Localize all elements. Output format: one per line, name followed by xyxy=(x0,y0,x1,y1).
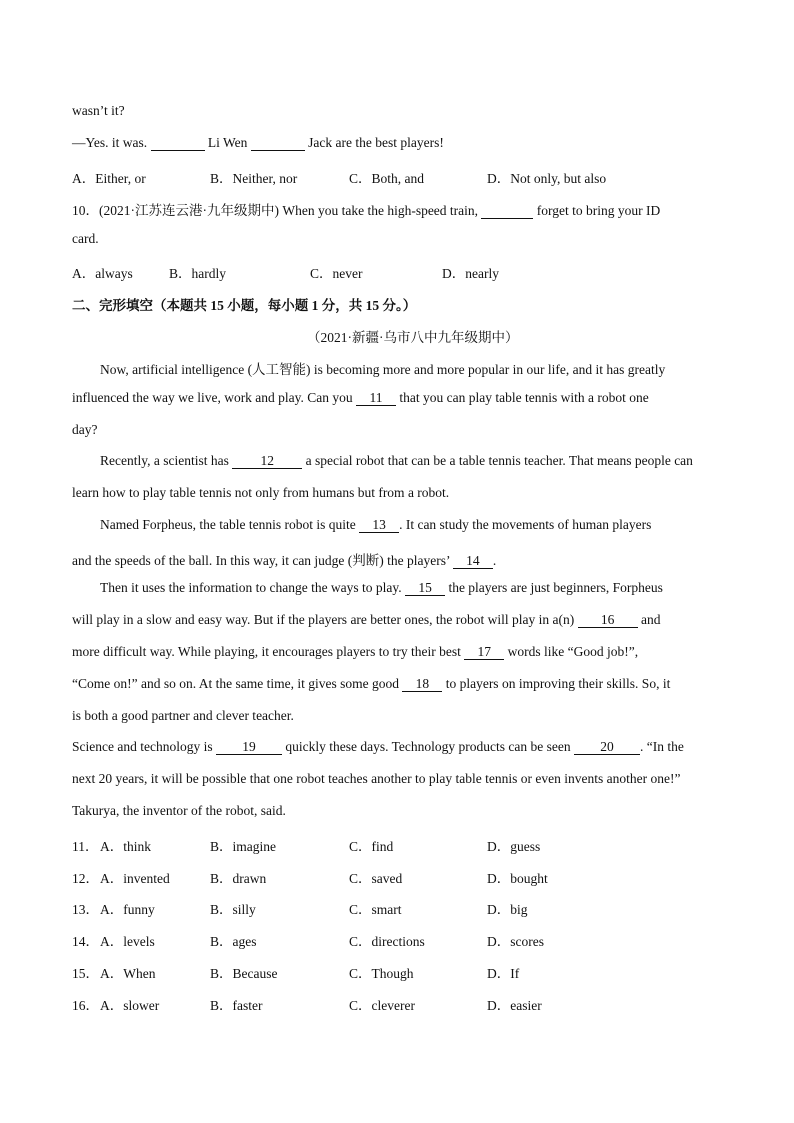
passage-text: Named Forpheus, the table tennis robot is quite xyxy=(100,517,356,532)
choice-d: D．big xyxy=(487,902,528,917)
choice-d: D．easier xyxy=(487,998,542,1013)
q9-dialog-start: —Yes. it was. xyxy=(72,135,148,150)
passage-text: Then it uses the information to change the ways to play. xyxy=(100,580,402,595)
passage-text: words like “Good job!”, xyxy=(507,644,639,659)
blank-14: 14 xyxy=(453,554,493,569)
blank-19: 19 xyxy=(216,740,282,755)
passage-line xyxy=(72,676,670,692)
choice-number: 16． xyxy=(72,998,99,1013)
q10-stem-end: forget to bring your ID xyxy=(536,203,661,218)
choice-b: B．drawn xyxy=(210,871,267,886)
q10-stem-line2: card. xyxy=(72,231,99,246)
q10-option-a: A．always xyxy=(72,266,133,281)
choice-c: C．smart xyxy=(349,902,402,917)
q10-stem xyxy=(72,199,660,219)
passage-text: more difficult way. While playing, it encourages players to try their best xyxy=(72,644,461,659)
passage-line: Takurya, the inventor of the robot, said. xyxy=(72,803,286,818)
choice-b: B．faster xyxy=(210,998,263,1013)
q9-dialog-mid: Li Wen xyxy=(207,135,248,150)
choice-c: C．Though xyxy=(349,966,414,981)
passage-line: Now, artificial intelligence (人工智能) is becoming more and more popular in our life, and it has greatly xyxy=(100,362,666,377)
q10-option-d: D．nearly xyxy=(442,266,499,281)
passage-text: . It can study the movements of human players xyxy=(399,517,652,532)
q10-stem-start: 10．(2021·江苏连云港·九年级期中) When you take the high-speed train, xyxy=(72,203,479,218)
blank-11: 11 xyxy=(356,391,396,406)
passage-text: . “In the xyxy=(639,739,684,754)
choice-c: C．cleverer xyxy=(349,998,415,1013)
blank-12: 12 xyxy=(232,454,302,469)
choice-b: B．silly xyxy=(210,902,256,917)
blank-16: 16 xyxy=(578,613,638,628)
passage-line xyxy=(72,612,661,628)
passage-text: quickly these days. Technology products can be seen xyxy=(285,739,571,754)
passage-line xyxy=(100,580,663,596)
passage-text: that you can play table tennis with a robot one xyxy=(399,390,649,405)
choice-b: B．imagine xyxy=(210,839,276,854)
passage-text: Recently, a scientist has xyxy=(100,453,229,468)
q10-option-c: C．never xyxy=(310,266,363,281)
q9-option-a: A．Either, or xyxy=(72,171,146,186)
q9-dialog xyxy=(72,135,444,151)
choice-b: B．ages xyxy=(210,934,257,949)
choice-d: D．If xyxy=(487,966,520,981)
choice-number: 13． xyxy=(72,902,99,917)
passage-line xyxy=(100,453,693,469)
answer-blank xyxy=(481,204,533,219)
choice-a: A．invented xyxy=(100,871,170,886)
q9-option-b: B．Neither, nor xyxy=(210,171,298,186)
passage-text: “Come on!” and so on. At the same time, it gives some good xyxy=(72,676,399,691)
choice-a: A．think xyxy=(100,839,152,854)
passage-text: and the speeds of the ball. In this way, it can judge (判断) the players’ xyxy=(72,553,450,568)
q10-option-b: B．hardly xyxy=(169,266,226,281)
blank-17: 17 xyxy=(464,645,504,660)
q9-option-d: D．Not only, but also xyxy=(487,171,607,186)
q9-option-c: C．Both, and xyxy=(349,171,425,186)
passage-line xyxy=(72,739,684,755)
passage-text: the players are just beginners, Forpheus xyxy=(448,580,663,595)
passage-text: and xyxy=(641,612,661,627)
answer-blank xyxy=(251,136,305,151)
choice-d: D．scores xyxy=(487,934,544,949)
passage-line xyxy=(72,390,649,406)
passage-line: day? xyxy=(72,422,98,437)
choice-number: 11． xyxy=(72,839,99,854)
passage-source: （2021·新疆·乌市八中九年级期中） xyxy=(307,330,519,345)
choice-a: A．funny xyxy=(100,902,155,917)
choice-c: C．directions xyxy=(349,934,425,949)
passage-line xyxy=(100,517,651,533)
choice-a: A．When xyxy=(100,966,156,981)
blank-15: 15 xyxy=(405,581,445,596)
blank-18: 18 xyxy=(402,677,442,692)
choice-a: A．slower xyxy=(100,998,160,1013)
passage-text: to players on improving their skills. So, it xyxy=(445,676,671,691)
section-heading: 二、完形填空（本题共 15 小题，每小题 1 分，共 15 分。） xyxy=(72,298,417,313)
passage-line: next 20 years, it will be possible that one robot teaches another to play table tennis or even invents another one!” xyxy=(72,771,681,786)
choice-c: C．find xyxy=(349,839,394,854)
choice-a: A．levels xyxy=(100,934,155,949)
choice-number: 12． xyxy=(72,871,99,886)
passage-text: will play in a slow and easy way. But if the players are better ones, the robot will play in a(n) xyxy=(72,612,575,627)
choice-c: C．saved xyxy=(349,871,403,886)
choice-d: D．bought xyxy=(487,871,548,886)
passage-line: is both a good partner and clever teacher. xyxy=(72,708,294,723)
q9-line: wasn’t it? xyxy=(72,103,125,118)
blank-20: 20 xyxy=(574,740,640,755)
passage-text: . xyxy=(492,553,497,568)
passage-line xyxy=(72,549,496,569)
passage-text: a special robot that can be a table tennis teacher. That means people can xyxy=(305,453,693,468)
choice-number: 14． xyxy=(72,934,99,949)
blank-13: 13 xyxy=(359,518,399,533)
passage-text: influenced the way we live, work and play. Can you xyxy=(72,390,353,405)
passage-line: learn how to play table tennis not only from humans but from a robot. xyxy=(72,485,450,500)
answer-blank xyxy=(151,136,205,151)
q9-dialog-end: Jack are the best players! xyxy=(308,135,444,150)
choice-b: B．Because xyxy=(210,966,278,981)
choice-number: 15． xyxy=(72,966,99,981)
choice-d: D．guess xyxy=(487,839,541,854)
passage-line xyxy=(72,644,638,660)
passage-text: Science and technology is xyxy=(72,739,213,754)
